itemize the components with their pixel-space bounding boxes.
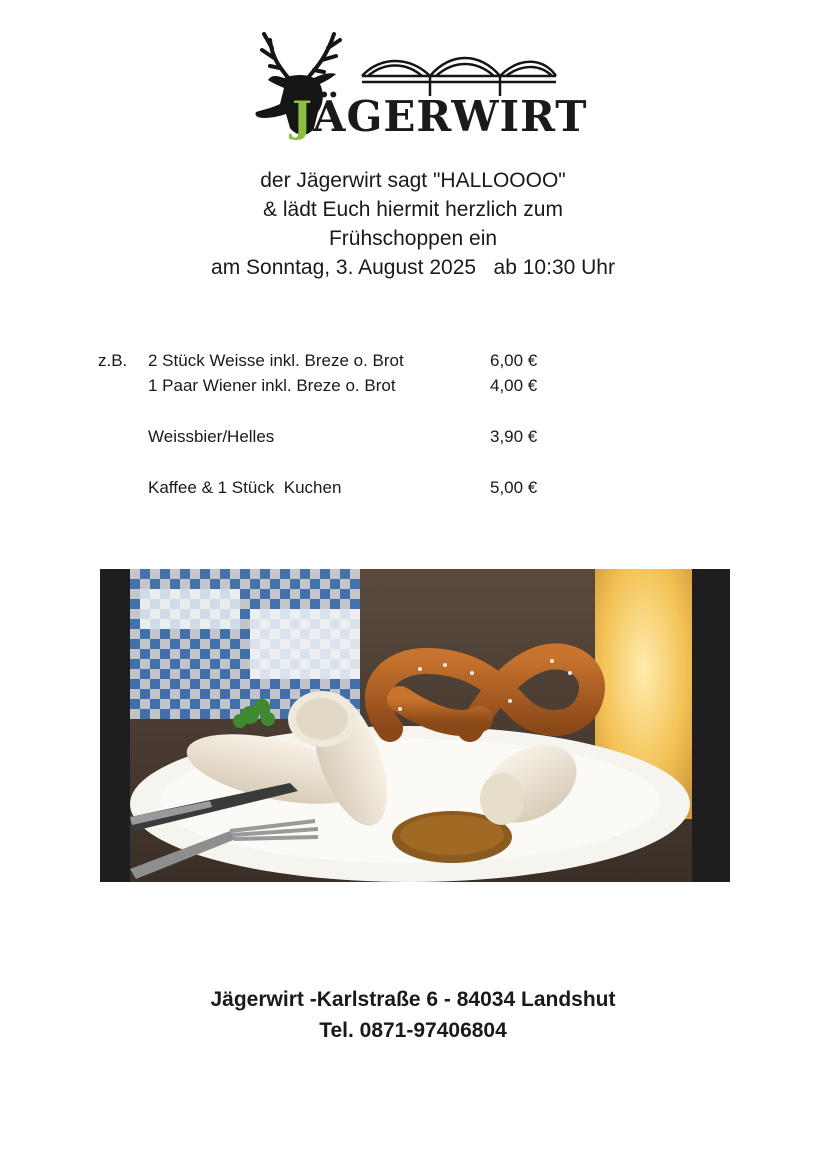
menu-item-name: Kaffee & 1 Stück Kuchen (148, 478, 342, 497)
invitation-text (0, 166, 826, 282)
footer (0, 984, 826, 1046)
intro-line-1: der Jägerwirt sagt "HALLOOOO" (260, 169, 566, 192)
menu-row (98, 348, 558, 373)
weisswurst-breakfast-photo (100, 569, 730, 882)
menu-row (98, 475, 558, 500)
menu-item-price: 6,00 € (490, 351, 538, 370)
menu-item-price: 4,00 € (490, 376, 538, 395)
footer-address: Jägerwirt -Karlstraße 6 - 84034 Landshut (210, 988, 616, 1011)
logo-rest: ÄGERWIRT (312, 92, 588, 141)
menu-prefix: z.B. (98, 351, 128, 370)
intro-line-3: Frühschoppen ein (328, 227, 498, 250)
menu-row (98, 424, 558, 449)
menu-item-name: Weissbier/Helles (148, 427, 275, 446)
intro-line-4: am Sonntag, 3. August 2025 ab 10:30 Uhr (211, 256, 615, 279)
menu-item-name: 1 Paar Wiener inkl. Breze o. Brot (148, 376, 396, 395)
logo-first-letter: J (292, 92, 313, 141)
menu-item-price: 5,00 € (490, 478, 538, 497)
intro-line-2: & lädt Euch hiermit herzlich zum (263, 198, 563, 221)
menu-item-name: 2 Stück Weisse inkl. Breze o. Brot (148, 351, 404, 370)
price-list (98, 348, 558, 500)
logo-wordmark (292, 92, 588, 141)
menu-item-price: 3,90 € (490, 427, 538, 446)
menu-row (98, 373, 558, 398)
logo (250, 28, 588, 148)
footer-phone: Tel. 0871-97406804 (319, 1019, 507, 1042)
